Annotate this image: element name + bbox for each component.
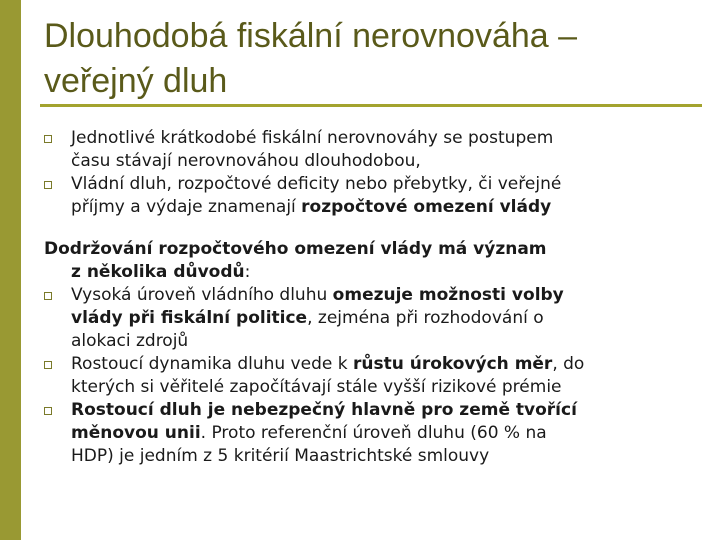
bullet-text: , do [552,354,585,374]
bullet-bold-text: omezuje možnosti volby [332,285,564,305]
bullet-text: Vládní dluh, rozpočtové deficity nebo přebytky, či veřejné [71,174,562,194]
slide-title [44,14,704,104]
bullet-item [44,127,699,173]
bullet-bold-text: rozpočtové omezení vlády [301,197,552,217]
bullet-bold-text: měnovou unii [71,423,201,443]
bullet-bold-text: růstu úrokových měr [352,354,553,374]
title-line-1: Dlouhodobá fiskální nerovnováha – [44,17,578,55]
bullet-bold-text: vlády při fiskální politice [71,308,308,328]
bullet-item [44,284,699,353]
slide-body [44,127,699,468]
bullet-item [44,173,699,219]
bullet-text: kterých si věřitelé započítávají stále vyšší rizikové prémie [71,377,562,397]
bullet-item [44,399,699,468]
bullet-text: příjmy a výdaje znamenají [71,197,302,217]
square-bullet-icon [44,407,52,415]
bullet-text: alokaci zdrojů [71,331,189,351]
title-underline [40,104,702,107]
bullet-text: . Proto referenční úroveň dluhu (60 % na [200,423,547,443]
square-bullet-icon [44,361,52,369]
bullet-text: času stávají nerovnováhou dlouhodobou, [71,151,421,171]
bullet-item [44,353,699,399]
bullet-text: , zejména při rozhodování o [307,308,544,328]
bullet-text: HDP) je jedním z 5 kritérií Maastrichtské smlouvy [71,446,490,466]
bullet-text: Vysoká úroveň vládního dluhu [71,285,333,305]
paragraph-bold-text: z několika důvodů [71,262,245,282]
paragraph-text: : [244,262,251,282]
square-bullet-icon [44,292,52,300]
bullet-bold-text: Rostoucí dluh je nebezpečný hlavně pro země tvořící [71,400,577,420]
paragraph-bold-text: Dodržování rozpočtového omezení vlády má význam [44,239,547,259]
title-line-2: veřejný dluh [44,62,228,100]
bullet-text: Rostoucí dynamika dluhu vede k [71,354,353,374]
accent-sidebar [0,0,21,540]
square-bullet-icon [44,135,52,143]
bullet-text: Jednotlivé krátkodobé fiskální nerovnováhy se postupem [71,128,554,148]
paragraph-hanging-line [44,261,699,284]
intro-paragraph [44,238,699,284]
square-bullet-icon [44,181,52,189]
